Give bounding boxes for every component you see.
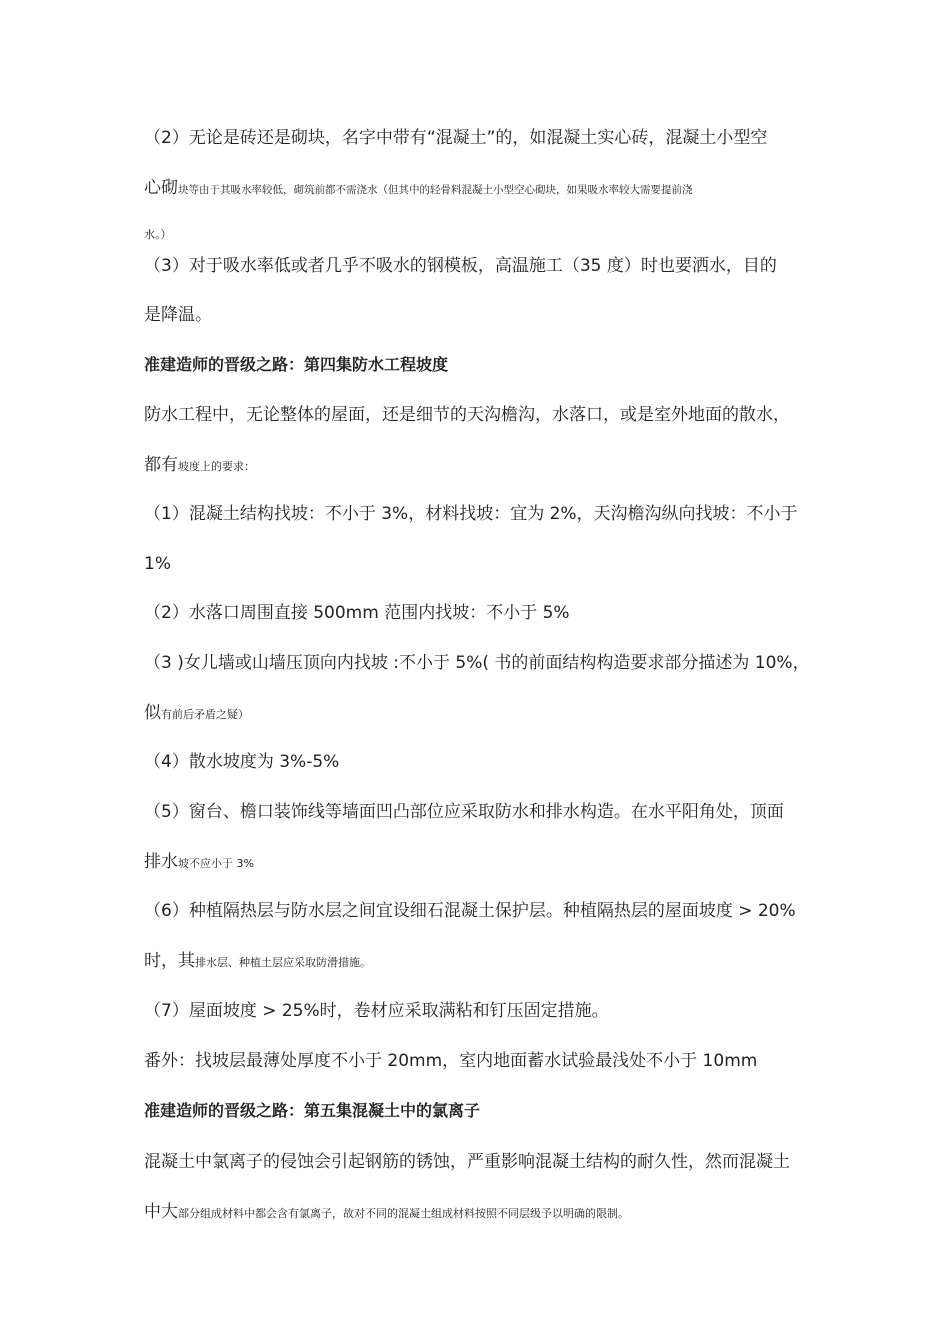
section-5-intro-line-1: 混凝土中氯离子的侵蚀会引起钢筋的锈蚀，严重影响混凝土结构的耐久性，然而混凝土 — [144, 1152, 790, 1172]
slope-item-6-lead: 时，其 — [144, 951, 195, 971]
slope-item-5-line-2 — [144, 851, 254, 875]
section-4-intro-line-2 — [144, 454, 255, 478]
slope-item-4: （4）散水坡度为 3%-5% — [144, 752, 340, 772]
slope-item-3-small: 有前后矛盾之疑） — [161, 708, 249, 721]
item-2-line-2 — [144, 177, 693, 201]
slope-item-6-small: 排水层、种植土层应采取防滑措施。 — [195, 956, 371, 969]
item-2-line-2-small: 块等由于其吸水率较低，砌筑前都不需浇水（但其中的轻骨料混凝土小型空心砌块，如果吸水率较大需要提前浇 — [178, 184, 693, 196]
section-4-intro-small: 坡度上的要求： — [178, 460, 255, 473]
section-5-intro-small: 部分组成材料中都会含有氯离子，故对不同的混凝土组成材料按照不同层级予以明确的限制。 — [178, 1207, 629, 1220]
section-4-intro-lead: 都有 — [144, 455, 178, 475]
item-2-line-2-lead: 心砌 — [144, 178, 178, 198]
section-4-extra: 番外：找坡层最薄处厚度不小于 20mm，室内地面蓄水试验最浅处不小于 10mm — [144, 1051, 758, 1071]
slope-item-3-line-1: （3 )女儿墙或山墙压顶向内找坡 :不小于 5%( 书的前面结构构造要求部分描述为 10%， — [144, 653, 810, 673]
item-2-line-3: 水。） — [144, 228, 172, 241]
section-5-intro-lead: 中大 — [144, 1202, 178, 1222]
item-2-line-1: （2）无论是砖还是砌块，名字中带有“混凝土”的，如混凝土实心砖，混凝土小型空 — [144, 128, 768, 148]
item-3-line-2: 是降温。 — [144, 305, 212, 325]
slope-item-1-line-1: （1）混凝土结构找坡：不小于 3%，材料找坡：宜为 2%，天沟檐沟纵向找坡：不小于 — [144, 504, 798, 524]
slope-item-5-small: 坡不应小于 3% — [178, 857, 254, 870]
section-5-heading: 准建造师的晋级之路：第五集混凝土中的氯离子 — [144, 1101, 481, 1120]
slope-item-2: （2）水落口周围直接 500mm 范围内找坡：不小于 5% — [144, 603, 570, 623]
section-4-intro-line-1: 防水工程中，无论整体的屋面，还是细节的天沟檐沟，水落口，或是室外地面的散水， — [144, 405, 790, 425]
slope-item-3-lead: 似 — [144, 703, 161, 723]
slope-item-5-line-1: （5）窗台、檐口装饰线等墙面凹凸部位应采取防水和排水构造。在水平阳角处，顶面 — [144, 802, 784, 822]
item-3-line-1: （3）对于吸水率低或者几乎不吸水的钢模板，高温施工（35 度）时也要洒水，目的 — [144, 256, 777, 276]
slope-item-3-line-2 — [144, 702, 249, 726]
section-5-intro-line-2 — [144, 1201, 629, 1225]
section-4-heading: 准建造师的晋级之路：第四集防水工程坡度 — [144, 355, 449, 374]
slope-item-6-line-2 — [144, 950, 371, 974]
slope-item-7: （7）屋面坡度 > 25%时，卷材应采取满粘和钉压固定措施。 — [144, 1001, 609, 1021]
slope-item-5-lead: 排水 — [144, 852, 178, 872]
slope-item-6-line-1: （6）种植隔热层与防水层之间宜设细石混凝土保护层。种植隔热层的屋面坡度 > 20% — [144, 901, 796, 921]
slope-item-1-line-2: 1% — [144, 554, 171, 574]
